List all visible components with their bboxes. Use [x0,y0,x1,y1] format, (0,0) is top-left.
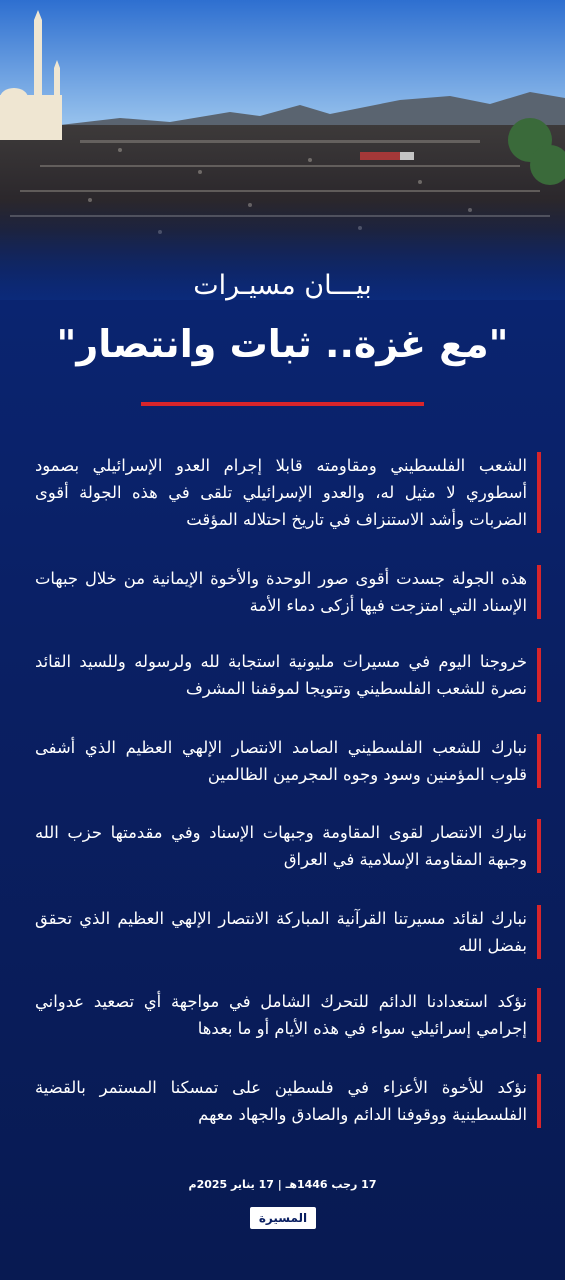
hero-photo [0,0,565,300]
page-title: "مع غزة.. ثبات وانتصار" [56,322,509,366]
statement-item: نؤكد استعدادنا الدائم للتحرك الشامل في مواجهة أي تصعيد عدواني إجرامي إسرائيلي سواء في هذه الأيام أو ما بعدها [35,988,541,1042]
statement-subtitle: بيـــان مسيـرات [193,270,372,301]
statement-item: خروجنا اليوم في مسيرات مليونية استجابة لله ولرسوله وللسيد القائد نصرة للشعب الفلسطيني وتتويجا لموقفنا المشرف [35,648,541,702]
title-divider [141,402,424,406]
brand-logo: المسيرة [250,1207,316,1229]
statement-item: نبارك لقائد مسيرتنا القرآنية المباركة الانتصار الإلهي العظيم الذي تحقق بفضل الله [35,905,541,959]
statement-item: نبارك الانتصار لقوى المقاومة وجبهات الإسناد وفي مقدمتها حزب الله وجبهة المقاومة الإسلامية في العراق [35,819,541,873]
statement-item: نبارك للشعب الفلسطيني الصامد الانتصار الإلهي العظيم الذي أشفى قلوب المؤمنين وسود وجوه المجرمين الظالمين [35,734,541,788]
statement-item: نؤكد للأخوة الأعزاء في فلسطين على تمسكنا المستمر بالقضية الفلسطينية ووقوفنا الدائم والصادق والجهاد معهم [35,1074,541,1128]
footer-date: 17 رجب 1446هـ | 17 يناير 2025م [188,1178,377,1191]
statement-item: هذه الجولة جسدت أقوى صور الوحدة والأخوة الإيمانية من خلال جبهات الإسناد التي امتزجت فيها أزكى دماء الأمة [35,565,541,619]
statement-item: الشعب الفلسطيني ومقاومته قابلا إجرام العدو الإسرائيلي بصمود أسطوري لا مثيل له، والعدو الإسرائيلي تلقى في هذه الجولة أقوى الضربات وأشد الاستنزاف في تاريخ احتلاله المؤقت [35,452,541,533]
